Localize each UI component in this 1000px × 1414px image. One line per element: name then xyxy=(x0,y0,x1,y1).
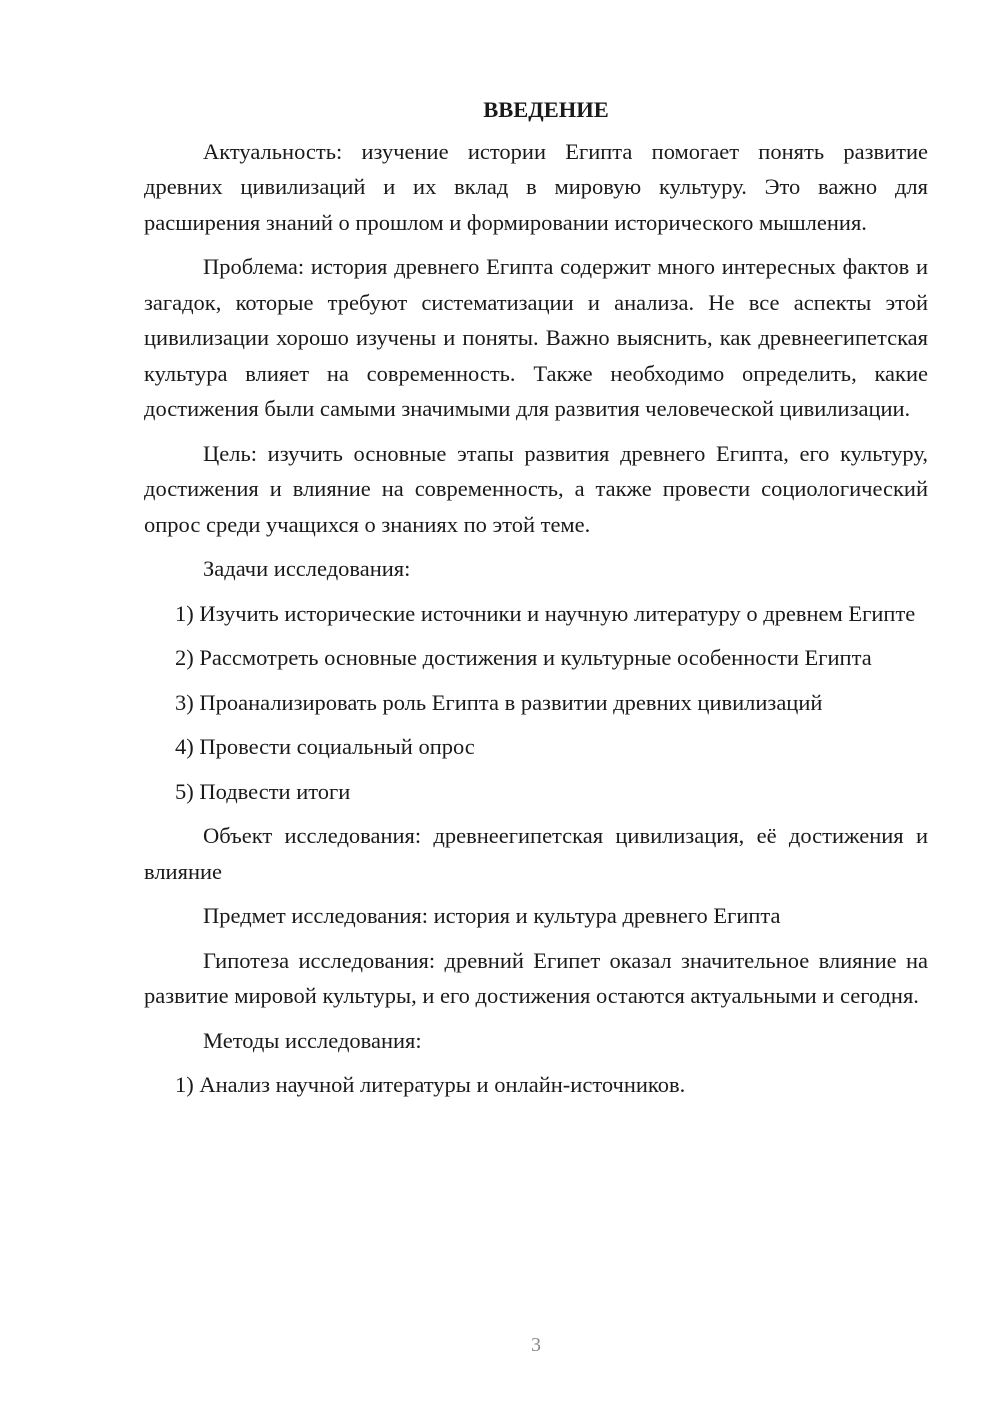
methods-heading: Методы исследования: xyxy=(203,1027,422,1053)
task-item: 3) Проанализировать роль Египта в развитии древних цивилизаций xyxy=(175,689,823,715)
page-number: 3 xyxy=(531,1334,541,1356)
page-title: ВВЕДЕНИЕ xyxy=(483,97,609,122)
task-item: 1) Изучить исторические источники и научную литературу о древнем Египте xyxy=(175,600,916,626)
task-item: 5) Подвести итоги xyxy=(175,778,351,804)
page-content xyxy=(144,92,928,1112)
paragraph-relevance: Актуальность: изучение истории Египта помогает понять развитие древних цивилизаций и их вклад в мировую культуру. Это важно для расширения знаний о прошлом и формировании исторического мышления. xyxy=(144,138,928,235)
paragraph-object: Объект исследования: древнеегипетская цивилизация, её достижения и влияние xyxy=(144,823,928,884)
method-item: 1) Анализ научной литературы и онлайн-источников. xyxy=(175,1072,686,1097)
task-item: 4) Провести социальный опрос xyxy=(175,734,475,759)
paragraph-goal: Цель: изучить основные этапы развития древнего Египта, его культуру, достижения и влияние на современность, а также провести социологический опрос среди учащихся о знаниях по этой теме. xyxy=(144,440,928,537)
paragraph-problem: Проблема: история древнего Египта содержит много интересных фактов и загадок, которые требуют систематизации и анализа. Не все аспекты этой цивилизации хорошо изучены и поняты. Важно выяснить, как древнеегипетская культура влияет на современность. Также необходимо определить, какие достижения были самыми значимыми для развития человеческой цивилизации. xyxy=(144,254,928,421)
task-item: 2) Рассмотреть основные достижения и культурные особенности Египта xyxy=(175,645,872,670)
paragraph-subject: Предмет исследования: история и культура древнего Египта xyxy=(203,903,781,928)
paragraph-hypothesis: Гипотеза исследования: древний Египет оказал значительное влияние на развитие мировой культуры, и его достижения остаются актуальными и сегодня. xyxy=(144,947,928,1008)
tasks-heading: Задачи исследования: xyxy=(203,556,411,581)
